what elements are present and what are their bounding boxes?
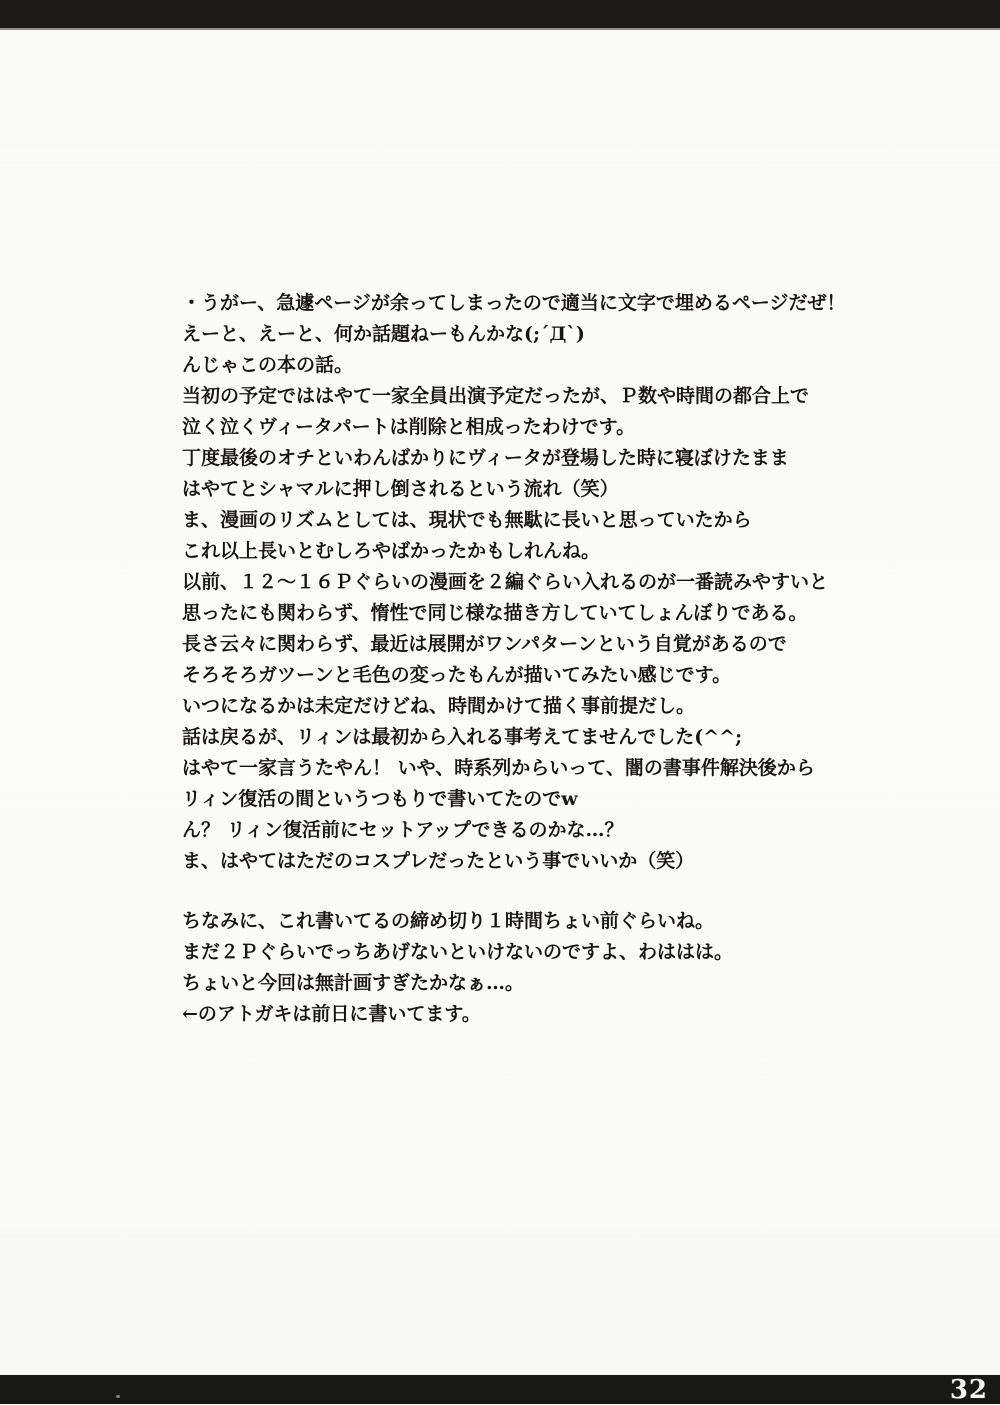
afterword-line: これ以上長いとむしろやばかったかもしれんね。: [182, 540, 601, 562]
afterword-line: 話は戻るが、リィンは最初から入れる事考えてませんでした(^^;: [182, 726, 743, 748]
afterword-line: んじゃこの本の話。: [182, 354, 354, 376]
afterword-line: そろそろガツーンと毛色の変ったもんが描いてみたい感じです。: [182, 664, 732, 686]
scan-speck: [116, 1395, 120, 1398]
afterword-line: ちなみに、これ書いてるの締め切り１時間ちょい前ぐらいね。: [182, 910, 715, 932]
afterword-line: 丁度最後のオチといわんばかりにヴィータが登場した時に寝ぼけたまま: [182, 447, 789, 469]
afterword-line: リィン復活の間というつもりで書いてたのでw: [182, 788, 578, 810]
afterword-line: ←のアトガキは前日に書いてます。: [182, 1003, 481, 1025]
afterword-line: ま、漫画のリズムとしては、現状でも無駄に長いと思っていたから: [182, 509, 752, 531]
afterword-line: 当初の予定でははやて一家全員出演予定だったが、Ｐ数や時間の都合上で: [182, 385, 810, 407]
afterword-line: まだ２Ｐぐらいでっちあげないといけないのですよ、わははは。: [182, 941, 734, 963]
afterword-line: はやてとシャマルに押し倒されるという流れ（笑）: [182, 478, 619, 500]
page-number: 32: [949, 1375, 988, 1405]
afterword-line: 泣く泣くヴィータパートは削除と相成ったわけです。: [182, 416, 636, 438]
afterword-line: 思ったにも関わらず、惰性で同じ様な描き方していてしょんぼりである。: [182, 602, 808, 624]
afterword-line: ま、はやてはただのコスプレだったという事でいいか（笑）: [182, 850, 695, 872]
afterword-line: ん？ リィン復活前にセットアップできるのかな…？: [182, 819, 624, 841]
afterword-line: ちょいと今回は無計画すぎたかなぁ…。: [182, 972, 525, 994]
afterword-line: いつになるかは未定だけどね、時間かけて描く事前提だし。: [182, 695, 696, 717]
top-border-bar: [0, 0, 1000, 30]
bottom-border-bar: [0, 1375, 1000, 1404]
afterword-text-block: [182, 288, 902, 1030]
afterword-line: はやて一家言うたやん！ いや、時系列からいって、闇の書事件解決後から: [182, 757, 815, 779]
afterword-line: 長さ云々に関わらず、最近は展開がワンパターンという自覚があるので: [182, 633, 787, 655]
afterword-line: 以前、１２～１６Ｐぐらいの漫画を２編ぐらい入れるのが一番読みやすいと: [182, 571, 829, 593]
afterword-line: えーと、えーと、何か話題ねーもんかな(;´Д`): [182, 323, 585, 345]
afterword-line: ・うがー、急遽ページが余ってしまったので適当に文字で埋めるページだぜ！: [182, 292, 846, 314]
